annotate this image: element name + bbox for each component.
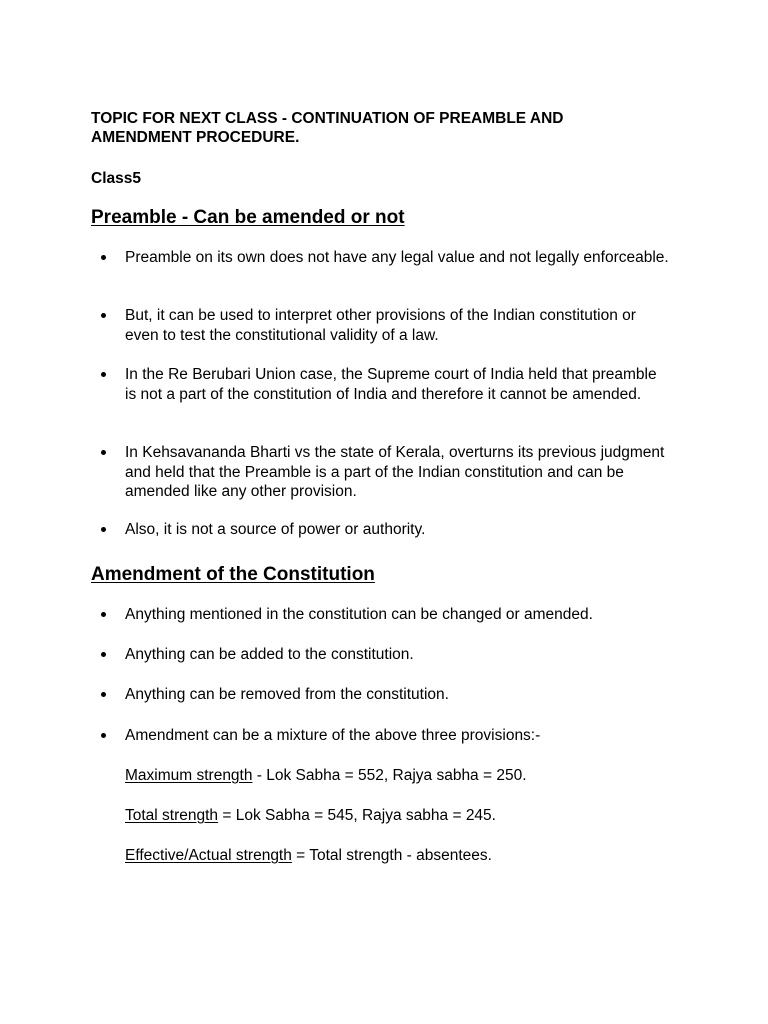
strength-value: - Lok Sabha = 552, Rajya sabha = 250.	[252, 767, 527, 784]
bullet-icon	[101, 255, 106, 260]
list-item-text: Amendment can be a mixture of the above three provisions:-	[125, 727, 541, 744]
effective-strength-line	[125, 846, 492, 866]
maximum-strength-line	[125, 766, 527, 786]
bullet-icon	[101, 450, 106, 455]
strength-term: Total strength	[125, 807, 219, 824]
strength-term: Effective/Actual strength	[125, 847, 292, 864]
bullet-icon	[101, 313, 106, 318]
class-label: Class5	[91, 170, 141, 187]
amendment-heading: Amendment of the Constitution	[91, 564, 375, 585]
list-item-text: Anything can be removed from the constitution.	[125, 686, 449, 703]
list-item-text: Anything can be added to the constitution.	[125, 646, 414, 663]
list-item-text: In Kehsavananda Bharti vs the state of Kerala, overturns its previous judgment and held that the Preamble is a part of the Indian constitution and can be amended like any other provision.	[125, 444, 665, 500]
list-item-text: In the Re Berubari Union case, the Supreme court of India held that preamble is not a part of the constitution of India and therefore it cannot be amended.	[125, 366, 657, 403]
topic-heading: TOPIC FOR NEXT CLASS - CONTINUATION OF PREAMBLE AND AMENDMENT PROCEDURE.	[91, 110, 564, 146]
list-item-text: Also, it is not a source of power or authority.	[125, 521, 426, 538]
bullet-icon	[101, 652, 106, 657]
list-item-text: Anything mentioned in the constitution can be changed or amended.	[125, 606, 593, 623]
list-item-text: Preamble on its own does not have any legal value and not legally enforceable.	[125, 249, 669, 266]
bullet-icon	[101, 612, 106, 617]
total-strength-line	[125, 806, 496, 826]
list-item-text: But, it can be used to interpret other provisions of the Indian constitution or even to test the constitutional validity of a law.	[125, 307, 636, 344]
strength-value: = Lok Sabha = 545, Rajya sabha = 245.	[218, 807, 496, 824]
strength-value: = Total strength - absentees.	[291, 847, 492, 864]
preamble-heading: Preamble - Can be amended or not	[91, 207, 405, 228]
bullet-icon	[101, 692, 106, 697]
strength-term: Maximum strength	[125, 767, 253, 784]
bullet-icon	[101, 733, 106, 738]
bullet-icon	[101, 372, 106, 377]
bullet-icon	[101, 527, 106, 532]
